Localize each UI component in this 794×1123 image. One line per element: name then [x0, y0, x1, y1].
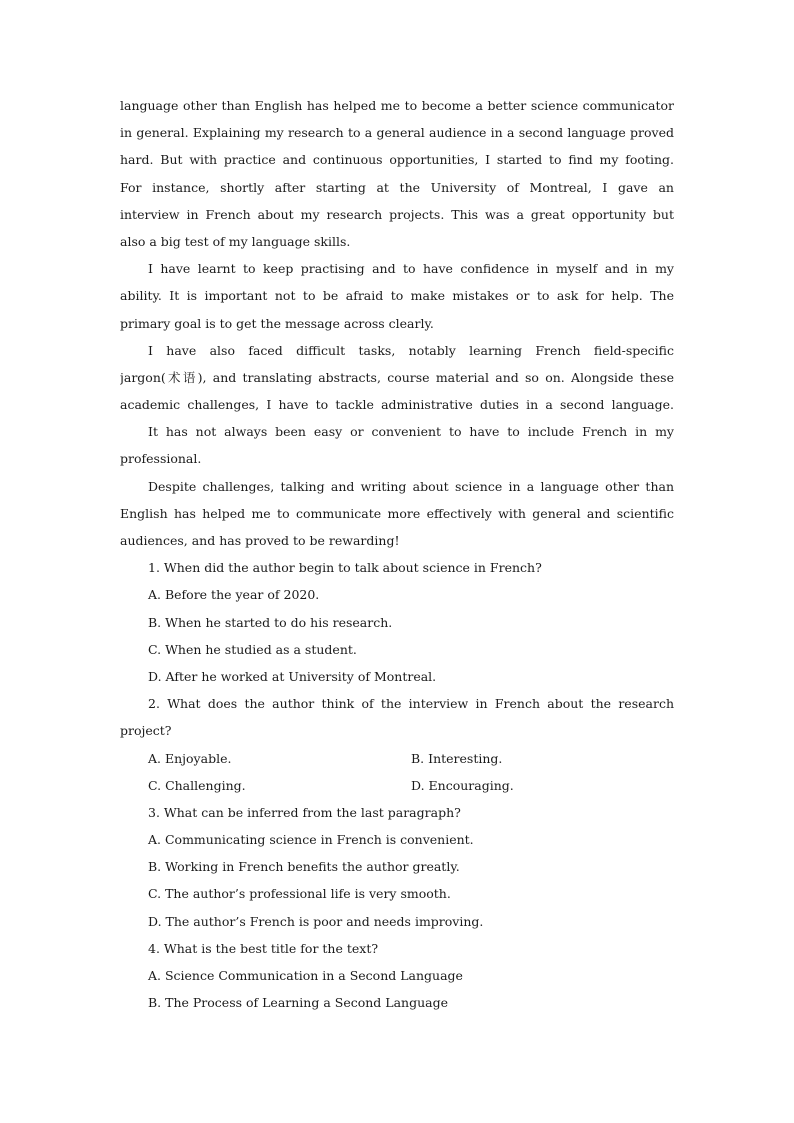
- passage-line: also a big test of my language skills.: [120, 233, 351, 249]
- option: D. The author’s French is poor and needs improving.: [148, 913, 484, 929]
- passage-line: I have also faced difficult tasks, notably learning French field-specific: [148, 342, 674, 358]
- passage-line: primary goal is to get the message across clearly.: [120, 315, 434, 331]
- option: A. Communicating science in French is convenient.: [148, 832, 474, 848]
- question-stem: 2. What does the author think of the interview in French about the research: [148, 696, 674, 712]
- question-stem: 4. What is the best title for the text?: [148, 940, 379, 956]
- option: A. Before the year of 2020.: [148, 587, 320, 603]
- option-row: [120, 745, 674, 772]
- question-stem: 3. What can be inferred from the last paragraph?: [148, 804, 461, 820]
- option: A. Science Communication in a Second Language: [148, 968, 463, 983]
- passage-line: professional.: [120, 451, 202, 467]
- question-4: [120, 935, 674, 1017]
- option: C. When he studied as a student.: [148, 641, 357, 657]
- question-2: [120, 690, 674, 799]
- question-stem-continued: project?: [120, 723, 172, 739]
- passage-line: language other than English has helped me to become a better science communicator: [120, 98, 674, 113]
- option: B. Interesting.: [411, 750, 503, 766]
- option: C. Challenging.: [148, 777, 246, 793]
- passage-line: interview in French about my research projects. This was a great opportunity but: [120, 206, 674, 222]
- option-row: [120, 772, 674, 799]
- passage-line: hard. But with practice and continuous opportunities, I started to find my footing.: [120, 152, 674, 168]
- passage-line: academic challenges, I have to tackle administrative duties in a second language.: [120, 397, 674, 413]
- question-3: [120, 799, 674, 935]
- option: B. Working in French benefits the author greatly.: [148, 859, 460, 875]
- option: D. Encouraging.: [411, 777, 514, 793]
- passage-line: Despite challenges, talking and writing about science in a language other than: [148, 478, 674, 494]
- passage-line: English has helped me to communicate more effectively with general and scientific: [120, 505, 674, 521]
- passage-line: audiences, and has proved to be rewarding!: [120, 533, 400, 548]
- question-stem: 1. When did the author begin to talk about science in French?: [148, 560, 542, 576]
- document-page: [120, 92, 674, 1016]
- question-1: [120, 554, 674, 690]
- passage-line: It has not always been easy or convenient to have to include French in my: [148, 424, 674, 440]
- passage-line: in general. Explaining my research to a general audience in a second language proved: [120, 125, 674, 141]
- passage-line: For instance, shortly after starting at the University of Montreal, I gave an: [120, 179, 674, 195]
- passage-line: ability. It is important not to be afraid to make mistakes or to ask for help. The: [120, 288, 674, 304]
- option: D. After he worked at University of Montreal.: [148, 668, 437, 684]
- option: B. The Process of Learning a Second Language: [148, 995, 448, 1011]
- passage-line: I have learnt to keep practising and to have confidence in myself and in my: [148, 261, 674, 277]
- option: A. Enjoyable.: [148, 750, 232, 766]
- option: C. The author’s professional life is very smooth.: [148, 886, 451, 902]
- option: B. When he started to do his research.: [148, 614, 393, 630]
- passage: [120, 92, 674, 554]
- passage-line: jargon(术语), and translating abstracts, course material and so on. Alongside these: [120, 369, 674, 385]
